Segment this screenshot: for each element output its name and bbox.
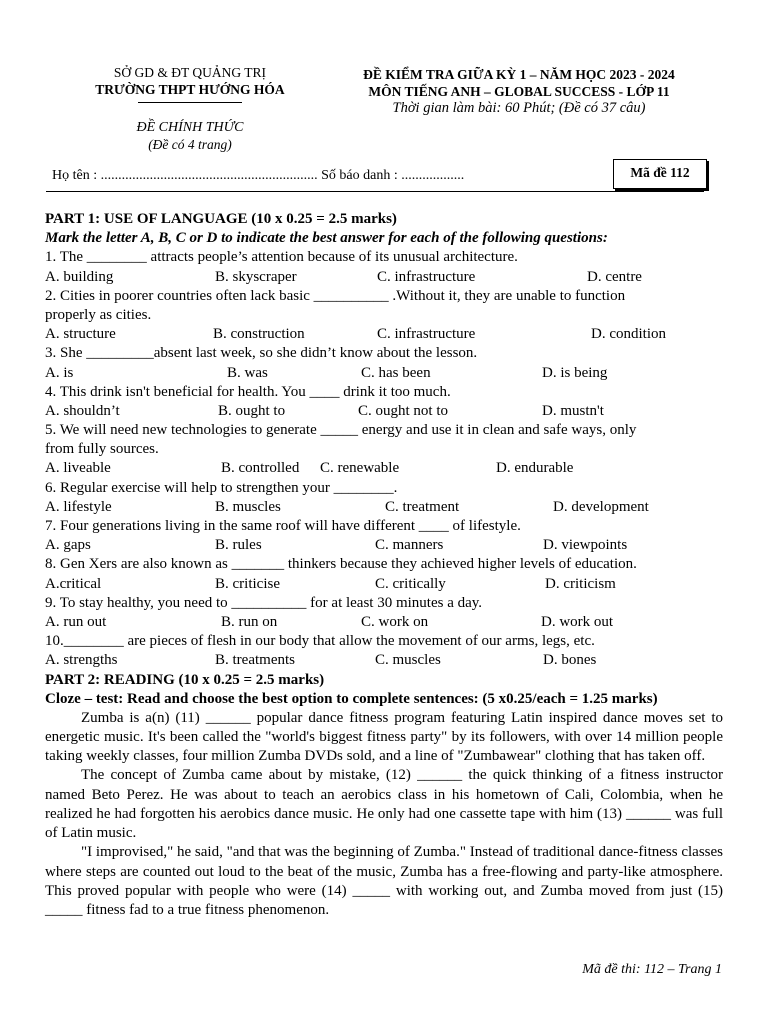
question-text: 9. To stay healthy, you need to __________ for at least 30 minutes a day. — [45, 594, 483, 611]
school-header — [70, 64, 310, 153]
question-10 — [45, 632, 723, 670]
answer-option-b[interactable]: B. ought to — [218, 402, 286, 419]
answer-option-d[interactable]: D. is being — [542, 364, 608, 381]
answer-option-c[interactable]: C. work on — [361, 613, 429, 630]
answer-option-a[interactable]: A. gaps — [45, 537, 91, 554]
answer-option-d[interactable]: D. condition — [591, 326, 666, 343]
answer-option-b[interactable]: B. controlled — [221, 460, 300, 477]
exam-subject: MÔN TIẾNG ANH – GLOBAL SUCCESS - LỚP 11 — [368, 84, 670, 99]
answer-option-c[interactable]: C. ought not to — [358, 402, 449, 419]
question-4 — [45, 383, 723, 421]
answer-option-d[interactable]: D. centre — [587, 268, 642, 285]
answer-option-b[interactable]: B. treatments — [215, 652, 295, 669]
answer-option-c[interactable]: C. infrastructure — [377, 268, 476, 285]
answer-option-b[interactable]: B. was — [227, 364, 268, 381]
answer-option-d[interactable]: D. viewpoints — [543, 537, 628, 554]
answer-option-a[interactable]: A. structure — [45, 326, 116, 343]
part2-title: PART 2: READING (10 x 0.25 = 2.5 marks) — [45, 671, 325, 688]
question-text: 7. Four generations living in the same roof will have different ____ of lifestyle. — [45, 518, 521, 534]
exam-time: Thời gian làm bài: 60 Phút; (Đề có 37 câu) — [392, 100, 646, 116]
answer-option-d[interactable]: D. mustn't — [542, 402, 604, 419]
answer-options — [45, 575, 723, 594]
question-text: 4. This drink isn't beneficial for health. You ____ drink it too much. — [45, 383, 451, 400]
answer-options — [45, 613, 723, 632]
answer-option-c[interactable]: C. treatment — [385, 498, 460, 515]
answer-options — [45, 402, 723, 421]
answer-option-c[interactable]: C. infrastructure — [377, 326, 476, 343]
question-text: 5. We will need new technologies to generate _____ energy and use it in clean and safe ways, only — [45, 422, 637, 439]
answer-option-b[interactable]: B. construction — [213, 326, 305, 343]
part1-title: PART 1: USE OF LANGUAGE (10 x 0.25 = 2.5 marks) — [45, 211, 397, 227]
answer-option-d[interactable]: D. endurable — [496, 460, 574, 477]
question-text: 1. The ________ attracts people’s attention because of its unusual architecture. — [45, 249, 518, 266]
header-rule — [46, 191, 704, 192]
header-divider — [138, 102, 242, 103]
answer-options — [45, 651, 723, 670]
question-text: 6. Regular exercise will help to strengthen your ________. — [45, 479, 398, 496]
exam-content — [45, 210, 723, 920]
answer-option-b[interactable]: B. criticise — [215, 575, 280, 592]
department-name: SỞ GD & ĐT QUẢNG TRỊ — [113, 65, 267, 80]
question-list — [45, 248, 723, 670]
passage-paragraph: The concept of Zumba came about by mistake, (12) ______ the quick thinking of a fitness instructor named Beto Perez. He was about to teach an aerobics class in his hometown of Cali, Colombia, when he realized he had forgotten his aerobics dance music. He only had one cassette tape with him (13) ______ was full of Latin music. — [45, 767, 723, 842]
answer-options — [45, 268, 723, 287]
answer-option-a[interactable]: A. shouldn’t — [45, 402, 120, 419]
answer-option-a[interactable]: A. lifestyle — [45, 498, 112, 515]
question-text: properly as cities. — [45, 306, 152, 323]
question-text: 10.________ are pieces of flesh in our body that allow the movement of our arms, legs, etc. — [45, 633, 595, 650]
answer-option-c[interactable]: C. critically — [375, 575, 446, 592]
exam-header — [330, 66, 708, 117]
question-5 — [45, 421, 723, 479]
question-3 — [45, 344, 723, 382]
question-1 — [45, 248, 723, 286]
answer-option-c[interactable]: C. has been — [361, 364, 431, 381]
answer-option-a[interactable]: A. is — [45, 364, 74, 381]
answer-options — [45, 325, 723, 344]
school-name: TRƯỜNG THPT HƯỚNG HÓA — [95, 82, 285, 97]
passage-paragraph: "I improvised," he said, "and that was the beginning of Zumba." Instead of traditional dance-fitness classes where steps are counted out loud to the beat of the music, Zumba has a free-flowing and party-like atmosphere. This proved popular with people who were (14) _____ with working out, and Zumba moved from just (15) _____ fitness fad to a true fitness phenomenon. — [45, 844, 723, 918]
question-text: 3. She _________absent last week, so she didn’t know about the lesson. — [45, 345, 478, 362]
candidate-info-line: Họ tên : .............................................................. Số báo danh : .................. — [52, 168, 465, 183]
passage-paragraph: Zumba is a(n) (11) ______ popular dance fitness program featuring Latin inspired dance moves set to energetic music. It's been called the "world's biggest fitness party" by its followers, with over 14 million people taking weekly classes, four million Zumba DVDs sold, and a line of "Zumbawear" clothing that has taken off. — [45, 709, 723, 765]
answer-option-a[interactable]: A.critical — [45, 575, 102, 592]
answer-option-b[interactable]: B. rules — [215, 537, 262, 554]
question-6 — [45, 479, 723, 517]
answer-option-d[interactable]: D. criticism — [545, 575, 616, 592]
question-2 — [45, 287, 723, 345]
reading-passage — [45, 709, 723, 920]
answer-option-d[interactable]: D. development — [553, 498, 649, 515]
answer-option-c[interactable]: C. renewable — [320, 460, 400, 477]
answer-option-d[interactable]: D. bones — [543, 652, 597, 669]
answer-option-a[interactable]: A. liveable — [45, 460, 111, 477]
question-9 — [45, 594, 723, 632]
question-text: 8. Gen Xers are also known as _______ thinkers because they achieved higher levels of education. — [45, 556, 637, 573]
answer-option-c[interactable]: C. muscles — [375, 652, 441, 669]
part1-instruction: Mark the letter A, B, C or D to indicate the best answer for each of the following questions: — [45, 230, 608, 247]
page-count-note: (Đề có 4 trang) — [148, 137, 232, 152]
page-footer: Mã đề thi: 112 – Trang 1 — [582, 962, 722, 977]
answer-option-a[interactable]: A. strengths — [45, 652, 118, 669]
exam-code-box: Mã đề 112 — [613, 159, 707, 189]
answer-option-b[interactable]: B. muscles — [215, 498, 281, 515]
part2-instruction: Cloze – test: Read and choose the best option to complete sentences: (5 x0.25/each = 1.25 marks) — [45, 690, 658, 707]
answer-options — [45, 364, 723, 383]
question-text: 2. Cities in poorer countries often lack basic __________ .Without it, they are unable to function — [45, 287, 626, 304]
answer-options — [45, 536, 723, 555]
question-text: from fully sources. — [45, 441, 159, 458]
exam-title: ĐỀ KIỂM TRA GIỮA KỲ 1 – NĂM HỌC 2023 - 2024 — [363, 67, 675, 82]
question-8 — [45, 555, 723, 593]
official-label: ĐỀ CHÍNH THỨC — [136, 120, 244, 135]
answer-option-b[interactable]: B. run on — [221, 613, 278, 630]
answer-option-c[interactable]: C. manners — [375, 537, 444, 554]
question-7 — [45, 517, 723, 555]
answer-options — [45, 459, 723, 478]
answer-option-a[interactable]: A. building — [45, 268, 114, 285]
answer-options — [45, 498, 723, 517]
answer-option-b[interactable]: B. skyscraper — [215, 268, 297, 285]
answer-option-d[interactable]: D. work out — [541, 613, 614, 630]
answer-option-a[interactable]: A. run out — [45, 613, 107, 630]
